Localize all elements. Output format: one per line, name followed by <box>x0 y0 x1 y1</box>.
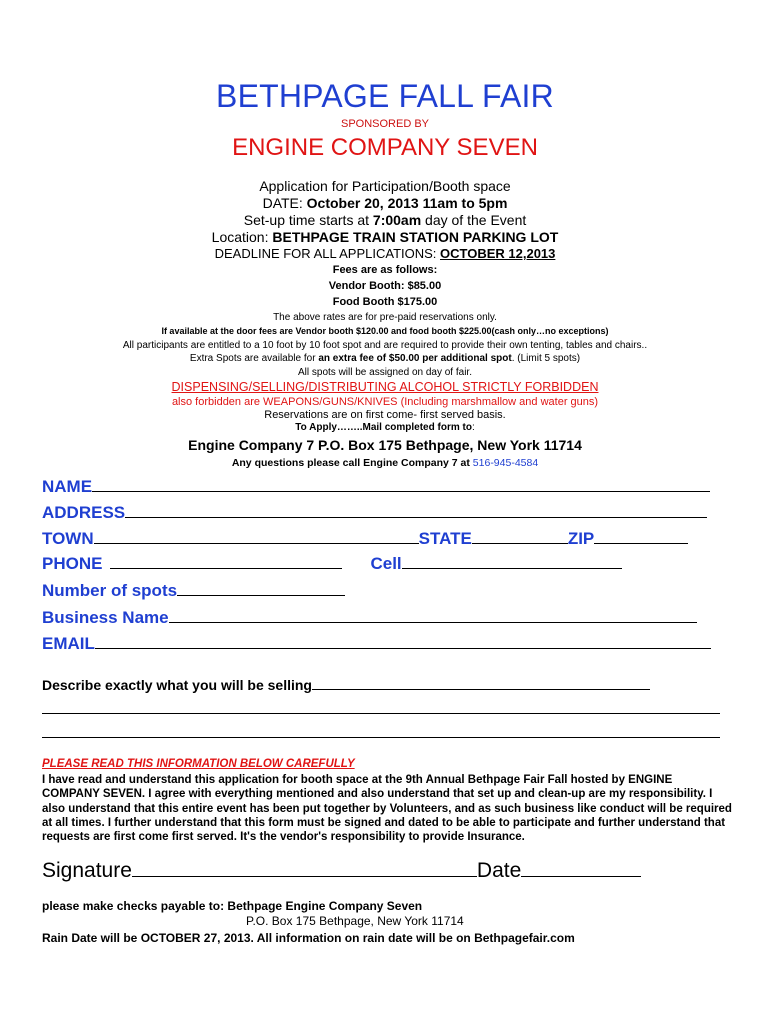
setup-prefix: Set-up time starts at <box>243 212 373 228</box>
setup-suffix: day of the Event <box>421 212 527 228</box>
sponsored-by-label: SPONSORED BY <box>340 118 430 130</box>
questions-prefix: Any questions please call Engine Company 7 at <box>231 457 473 469</box>
deadline-label: DEADLINE FOR ALL APPLICATIONS: <box>214 246 441 261</box>
signature-row[interactable] <box>42 858 641 883</box>
date-line <box>0 195 770 211</box>
describe-line-2[interactable] <box>42 713 720 714</box>
date-value: October 20, 2013 11am to 5pm <box>306 195 508 211</box>
deadline-line <box>0 246 770 261</box>
extra-spots-line <box>0 353 770 364</box>
phone-label: PHONE <box>42 554 103 573</box>
terms-body: I have read and understand this application for booth space at the 9th Annual Bethpage Fair Fall hosted by ENGINE COMPANY SEVEN. I agree with everything mentioned and also understand that set up and clean-up are my responsibility. I also understand that this entire event has been put together by Volunteers, and as such business like conduct will be required at all times. I further understand that this form must be signed and dated to be able to participate and further understand that requests are first come first served. It's the vendor's responsibility to provide Insurance. <box>42 774 732 844</box>
reservations-note: Reservations are on first come- first served basis. <box>264 409 506 421</box>
town-line[interactable] <box>94 529 419 544</box>
date-sign-line[interactable] <box>521 858 641 877</box>
fair-title: BETHPAGE FALL FAIR <box>216 78 554 114</box>
mail-address: Engine Company 7 P.O. Box 175 Bethpage, New York 11714 <box>188 437 582 453</box>
apply-suffix: : <box>471 422 475 433</box>
business-line[interactable] <box>169 608 697 623</box>
terms-heading: PLEASE READ THIS INFORMATION BELOW CAREFULLY <box>42 758 355 770</box>
location-label: Location: <box>211 229 273 245</box>
spots-line[interactable] <box>177 581 345 596</box>
business-name-field[interactable] <box>42 608 697 628</box>
setup-time: 7:00am <box>372 212 422 228</box>
signature-label: Signature <box>42 859 132 882</box>
town-label: TOWN <box>42 529 94 548</box>
application-line: Application for Participation/Booth space <box>259 178 511 194</box>
apply-bold: Mail completed form to <box>362 422 472 433</box>
address-field[interactable] <box>42 503 707 523</box>
email-label: EMAIL <box>42 634 95 653</box>
email-field[interactable] <box>42 634 711 654</box>
describe-label: Describe exactly what you will be selling <box>42 677 312 693</box>
date-label: DATE: <box>262 195 307 211</box>
alcohol-warning: DISPENSING/SELLING/DISTRIBUTING ALCOHOL STRICTLY FORBIDDEN <box>171 380 599 394</box>
vendor-fee: Vendor Booth: $85.00 <box>328 280 442 292</box>
location-line <box>0 229 770 245</box>
assigned-note: All spots will be assigned on day of fair. <box>298 367 472 378</box>
sponsor-company: ENGINE COMPANY SEVEN <box>232 134 538 161</box>
weapons-warning: also forbidden are WEAPONS/GUNS/KNIVES (Including marshmallow and water guns) <box>171 396 599 408</box>
extra-prefix: Extra Spots are available for <box>189 353 319 364</box>
extra-bold: an extra fee of $50.00 per additional spot <box>318 353 512 364</box>
name-field[interactable] <box>42 477 710 497</box>
email-line[interactable] <box>95 634 711 649</box>
spots-label: Number of spots <box>42 581 178 600</box>
participants-note: All participants are entitled to a 10 foot by 10 foot spot and are required to provide their own tenting, tables and chairs.. <box>122 340 648 351</box>
date-sign-label: Date <box>476 859 522 882</box>
questions-line <box>0 457 770 469</box>
phone-number: 516-945-4584 <box>472 457 539 469</box>
town-state-zip-field[interactable] <box>42 529 688 549</box>
deadline-value: OCTOBER 12,2013 <box>440 246 556 261</box>
name-label: NAME <box>42 477 93 496</box>
spots-field[interactable] <box>42 581 345 601</box>
apply-line <box>0 422 770 433</box>
door-fees-note: If available at the door fees are Vendor booth $120.00 and food booth $225.00(cash only…no exceptions) <box>161 326 609 336</box>
zip-label: ZIP <box>567 529 595 548</box>
describe-field[interactable] <box>42 677 650 693</box>
name-line[interactable] <box>92 477 710 492</box>
phone-line[interactable] <box>110 554 342 569</box>
address-line[interactable] <box>125 503 707 518</box>
describe-line[interactable] <box>312 677 650 690</box>
extra-suffix: . (Limit 5 spots) <box>511 353 581 364</box>
state-label: STATE <box>418 529 472 548</box>
phone-cell-field[interactable] <box>42 554 622 574</box>
rain-date: Rain Date will be OCTOBER 27, 2013. All information on rain date will be on Bethpagefair.com <box>42 931 575 945</box>
cell-line[interactable] <box>402 554 622 569</box>
address-label: ADDRESS <box>42 503 126 522</box>
apply-prefix: To Apply…….. <box>295 422 363 433</box>
state-line[interactable] <box>472 529 568 544</box>
signature-line[interactable] <box>132 858 477 877</box>
business-label: Business Name <box>42 608 169 627</box>
footer-address: P.O. Box 175 Bethpage, New York 11714 <box>246 914 464 928</box>
setup-line <box>0 212 770 228</box>
zip-line[interactable] <box>594 529 688 544</box>
describe-line-3[interactable] <box>42 737 720 738</box>
fees-heading: Fees are as follows: <box>332 264 438 276</box>
location-value: BETHPAGE TRAIN STATION PARKING LOT <box>272 229 559 245</box>
cell-label: Cell <box>370 554 402 573</box>
prepaid-note: The above rates are for pre-paid reservations only. <box>273 312 497 323</box>
food-fee: Food Booth $175.00 <box>332 296 438 308</box>
checks-payable: please make checks payable to: Bethpage Engine Company Seven <box>42 899 423 913</box>
